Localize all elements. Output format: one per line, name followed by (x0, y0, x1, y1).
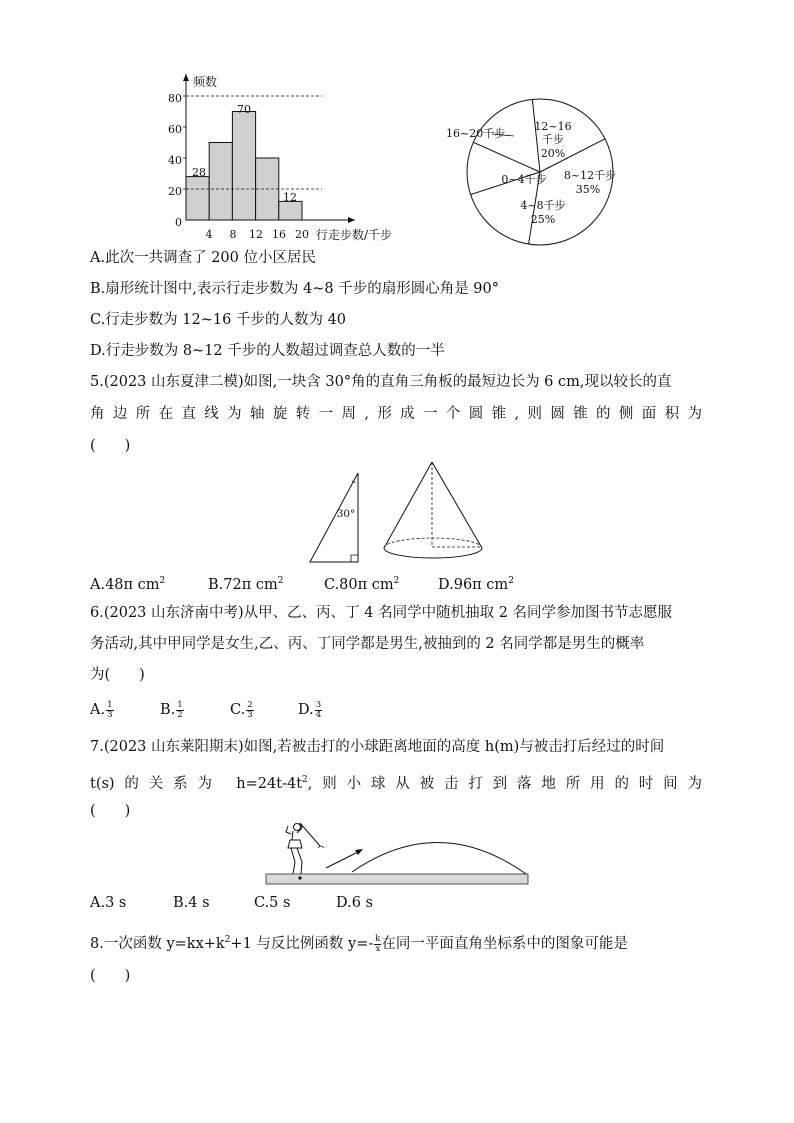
hist-x-axis-title: 行走步数/千步 (316, 228, 393, 242)
q5-figure (300, 455, 500, 570)
q4-option-d: D.行走步数为 8~12 千步的人数超过调查总人数的一半 (90, 343, 445, 359)
pie-figure (440, 92, 630, 252)
ground-strip (266, 874, 528, 884)
pie-label-12-16-unit: 千步 (542, 133, 564, 146)
q7-stem-line1: 7.(2023 山东莱阳期末)如图,若被击打的小球距离地面的高度 h(m)与被击打后经过的时间 (90, 739, 665, 755)
q7-golf-figure (264, 818, 530, 888)
hist-bar-label-28: 28 (192, 166, 206, 179)
cone-base-front (384, 548, 482, 558)
q5-stem-line3: ( ) (90, 438, 131, 454)
pie-label-12-16-range: 12~16 (534, 120, 572, 133)
right-angle-mark (351, 555, 358, 562)
cone-slant-left (384, 462, 432, 548)
q7-stem-line2: t(s)的关系为 $h=24t-4t^2$,则小球从被击打到落地所用的时间为 (90, 775, 702, 792)
ball-trajectory (352, 842, 526, 874)
hist-bar-4~8 (209, 143, 232, 221)
pie-label-16-20: 16~20千步 (446, 127, 506, 140)
hist-bar-label-70: 70 (237, 103, 251, 116)
pie-label-8-12: 8~12千步 (563, 169, 617, 182)
q8-stem-line2: ( ) (90, 968, 131, 984)
hist-y-tick-20: 20 (168, 185, 182, 198)
q7-option-d: D.6 s (336, 895, 373, 911)
q4-option-b: B.扇形统计图中,表示行走步数为 4~8 千步的扇形圆心角是 90° (90, 281, 499, 297)
pie-label-8-12-pct: 35% (575, 183, 601, 196)
q5-stem-line1: 5.(2023 山东夏津二模)如图,一块含 30°角的直角三角板的最短边长为 6 cm,现以较长的直 (90, 374, 672, 390)
q4-option-a: A.此次一共调查了 200 位小区居民 (90, 250, 316, 266)
ball-mark (318, 846, 324, 848)
q6-stem-line3: 为( ) (90, 667, 145, 683)
pie-boundary-0 (532, 99, 540, 172)
hist-y-axis-title: 频数 (193, 75, 218, 89)
pie-label-0-4: 0~4千步 (501, 173, 547, 186)
q7-stem-line3: ( ) (90, 803, 131, 819)
q6-stem-line1: 6.(2023 山东济南中考)从甲、乙、丙、丁 4 名同学中随机抽取 2 名同学参加图书节志愿服 (90, 605, 673, 621)
golfer-icon (286, 823, 320, 874)
hist-x-tick-8: 8 (229, 228, 237, 241)
hist-y-tick-40: 40 (168, 154, 182, 167)
pie-boundary-4 (473, 142, 540, 172)
pie-label-4-8: 4~8千步 (520, 199, 566, 212)
q4-option-c: C.行走步数为 12~16 千步的人数为 40 (90, 312, 347, 328)
q5-option-b: B.72π $cm^2$ (208, 576, 284, 593)
pie-label-4-8-pct: 25% (530, 213, 556, 226)
hist-bar-0~4 (186, 177, 209, 220)
q5-option-a: A.48π $cm^2$ (90, 576, 166, 593)
hist-x-tick-16: 16 (272, 228, 286, 241)
hist-y-tick-80: 80 (168, 92, 182, 105)
q8-stem-line1: 8.一次函数 $y=kx+k^2+1$ 与反比例函数 y=- $\frac{k}{x}$ 在同一平面直角坐标系中的图象可能是 (90, 933, 628, 954)
hist-x-tick-4: 4 (205, 228, 213, 241)
arrow-head (355, 849, 363, 855)
hit-direction-arrow (326, 851, 360, 868)
q6-stem-line2: 务活动,其中甲同学是女生,乙、丙、丁同学都是男生,被抽到的 2 名同学都是男生的概率 (90, 636, 645, 652)
q5-option-d: D.96π $cm^2$ (438, 576, 514, 593)
pie-label-12-16-pct: 20% (540, 147, 566, 160)
hist-bar-16~20 (279, 201, 302, 220)
cone-slant-right (432, 462, 482, 548)
hist-y-tick-0: 0 (175, 216, 182, 229)
q7-option-c: C.5 s (254, 895, 291, 911)
q6-option-c: C. $\frac{2}{3}$ (230, 699, 253, 720)
hist-x-tick-12: 12 (249, 228, 263, 241)
q6-option-b: B. $\frac{1}{2}$ (160, 699, 183, 720)
q5-stem-line2: 角边所在直线为轴旋转一周,形成一个圆锥,则圆锥的侧面积为 (90, 406, 702, 422)
tee-marker (298, 876, 301, 879)
hist-bar-8~12 (232, 112, 255, 221)
hist-x-tick-20: 20 (295, 228, 309, 241)
hist-y-tick-60: 60 (168, 123, 182, 136)
hist-x-axis-arrow (348, 217, 355, 223)
hist-bar-label-12: 12 (283, 191, 297, 204)
q5-option-c: C.80π $cm^2$ (324, 576, 400, 593)
hist-y-axis-arrow (183, 74, 189, 81)
triangle-angle-label: 30° (336, 508, 356, 520)
q7-option-b: B.4 s (173, 895, 210, 911)
q7-option-a: A.3 s (90, 895, 127, 911)
q6-option-a: A. $\frac{1}{3}$ (90, 699, 113, 720)
cone-base-back (384, 538, 482, 548)
q6-option-d: D. $\frac{3}{4}$ (298, 699, 322, 720)
histogram-figure (160, 70, 420, 250)
